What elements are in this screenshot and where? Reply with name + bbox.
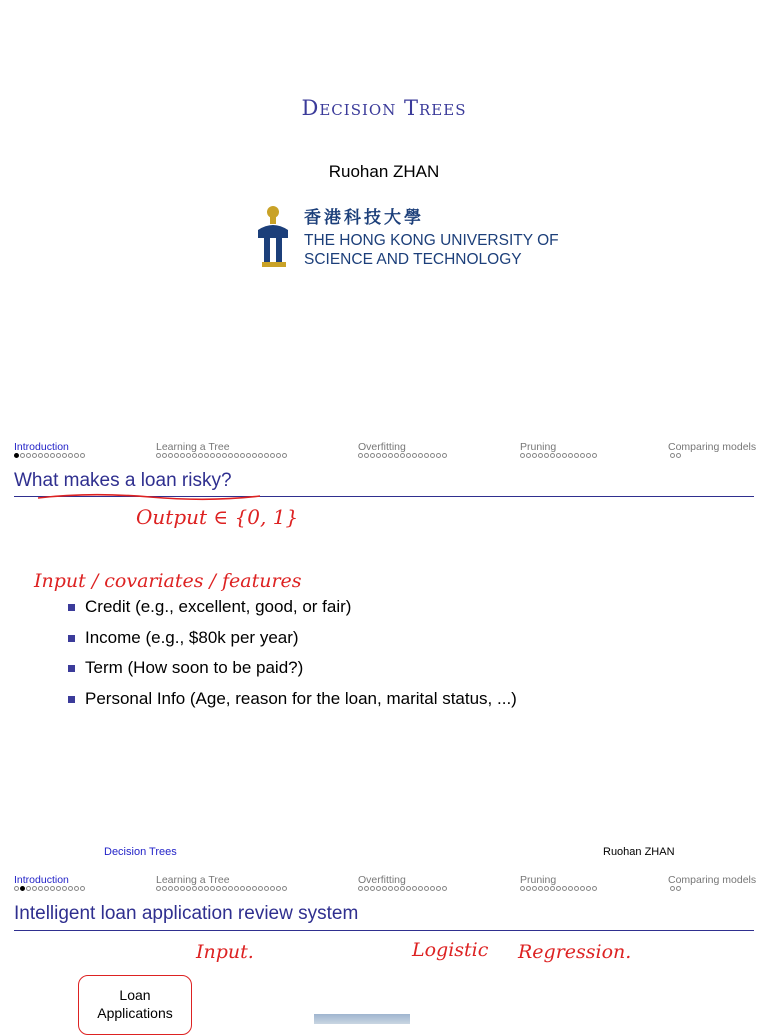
bullet-square-icon — [68, 696, 75, 703]
handwritten-logistic-label: Logistic — [412, 939, 489, 961]
section-navigation-2 — [14, 874, 757, 896]
box-line-1: Loan — [119, 987, 151, 1003]
nav-overfitting[interactable]: Overfitting — [358, 874, 406, 886]
footer-author: Ruohan ZHAN — [603, 846, 675, 858]
slide3-title-rule — [14, 930, 754, 931]
presentation-title: Decision Trees — [301, 96, 467, 120]
handwritten-input-label: Input. — [196, 941, 254, 963]
nav-comparing-models[interactable]: Comparing models — [668, 441, 757, 453]
nav-pruning[interactable]: Pruning — [520, 874, 557, 886]
nav-dots-introduction[interactable] — [14, 453, 85, 461]
nav-dots-overfitting[interactable] — [358, 886, 447, 894]
nav-introduction[interactable]: Introduction — [14, 874, 69, 886]
nav-learning-a-tree[interactable]: Learning a Tree — [156, 874, 230, 886]
logo-chinese: 香港科技大學 — [304, 208, 424, 228]
nav-dots-pruning[interactable] — [520, 886, 597, 894]
nav-dots-comparing[interactable] — [670, 886, 681, 894]
nav-dots-comparing[interactable] — [670, 453, 681, 461]
handwritten-output-note: Output ∈ {0, 1} — [136, 505, 299, 529]
bullet-item: Credit (e.g., excellent, good, or fair) — [68, 596, 517, 627]
bullet-item: Personal Info (Age, reason for the loan, marital status, ...) — [68, 688, 517, 719]
nav-dots-overfitting[interactable] — [358, 453, 447, 461]
handwritten-regression-label: Regression. — [518, 941, 632, 963]
nav-learning-a-tree[interactable]: Learning a Tree — [156, 441, 230, 453]
bullet-item: Income (e.g., $80k per year) — [68, 627, 517, 658]
nav-dots-learning[interactable] — [156, 886, 287, 894]
box-line-2: Applications — [97, 1005, 173, 1021]
nav-comparing-models[interactable]: Comparing models — [668, 874, 757, 886]
nav-dots-learning[interactable] — [156, 453, 287, 461]
loan-applications-box — [78, 975, 192, 1035]
bullet-item: Term (How soon to be paid?) — [68, 657, 517, 688]
nav-dots-introduction[interactable] — [14, 886, 85, 894]
logo-line2: SCIENCE AND TECHNOLOGY — [304, 251, 522, 268]
handwritten-input-note: Input / covariates / features — [34, 570, 302, 592]
author-name: Ruohan ZHAN — [328, 162, 440, 181]
university-emblem-icon — [256, 204, 576, 270]
bullet-square-icon — [68, 635, 75, 642]
nav-overfitting[interactable]: Overfitting — [358, 441, 406, 453]
nav-dots-pruning[interactable] — [520, 453, 597, 461]
slide2-frame-title: What makes a loan risky? — [14, 470, 232, 491]
nav-introduction[interactable]: Introduction — [14, 441, 69, 453]
slide3-frame-title: Intelligent loan application review system — [14, 903, 359, 924]
slide2-bullet-list — [68, 596, 517, 718]
logo-line1: THE HONG KONG UNIVERSITY OF — [304, 232, 559, 249]
bullet-square-icon — [68, 604, 75, 611]
nav-pruning[interactable]: Pruning — [520, 441, 557, 453]
bullet-square-icon — [68, 665, 75, 672]
illustration-image — [314, 1014, 410, 1024]
university-logo — [256, 204, 576, 270]
footer-title[interactable]: Decision Trees — [104, 846, 177, 858]
section-navigation — [14, 441, 757, 463]
